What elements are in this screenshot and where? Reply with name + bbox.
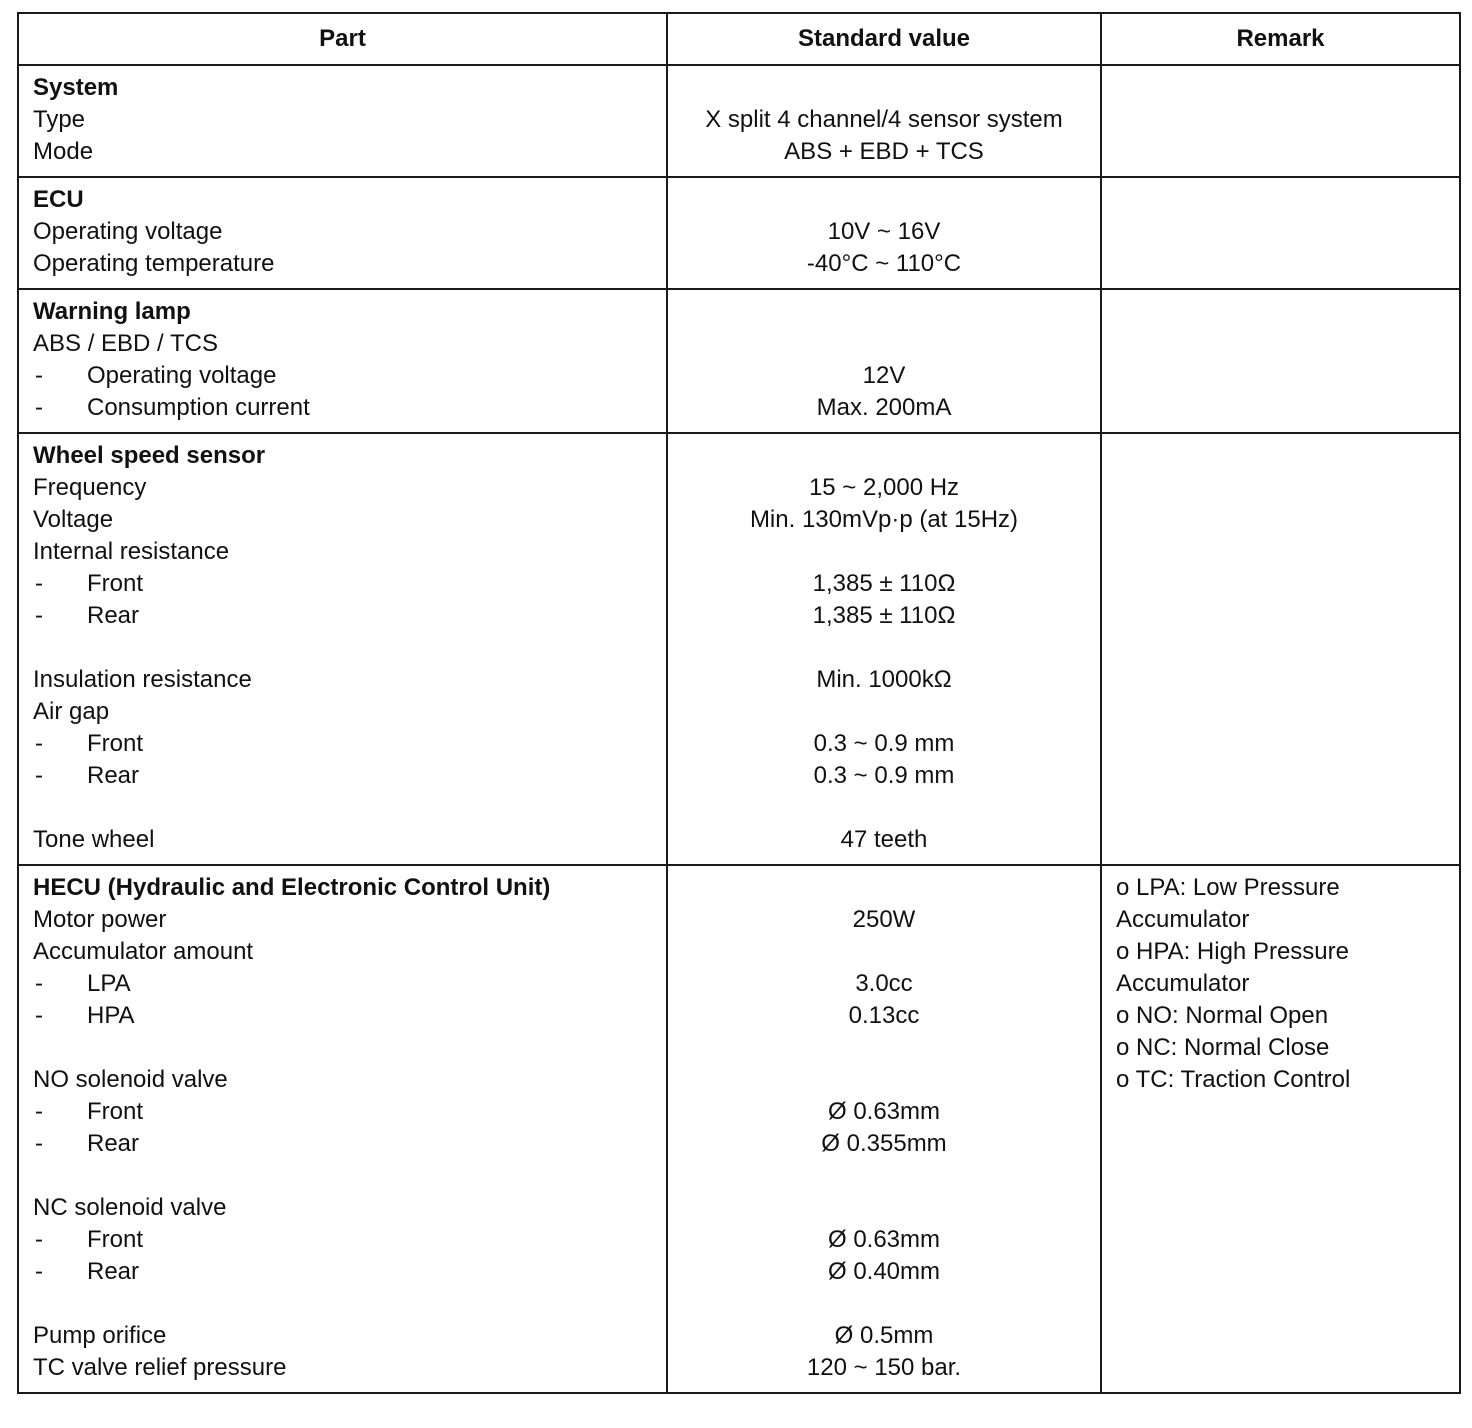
part-label-text: Front (87, 730, 144, 757)
standard-value-cell (667, 177, 1101, 289)
part-label (33, 1128, 652, 1160)
part-label: NC solenoid valve (33, 1194, 227, 1221)
standard-value: 15 ~ 2,000 Hz (808, 474, 960, 501)
part-label: Operating voltage (33, 218, 223, 245)
part-label-text: HPA (87, 1002, 135, 1029)
part-label: Insulation resistance (33, 666, 252, 693)
part-label: ABS / EBD / TCS (33, 330, 218, 357)
value-spacer (682, 440, 1086, 472)
dash-bullet: - (35, 602, 43, 629)
remark-cell (1101, 177, 1460, 289)
standard-value-cell (667, 289, 1101, 433)
standard-value: 0.3 ~ 0.9 mm (813, 730, 955, 757)
dash-bullet: - (35, 970, 43, 997)
part-cell (18, 865, 667, 1393)
standard-value: 10V ~ 16V (827, 218, 941, 245)
part-label: Motor power (33, 906, 167, 933)
spacer-line (682, 536, 1086, 568)
remark-item: o LPA: Low Pressure Accumulator (1116, 874, 1340, 933)
part-label-text: Consumption current (87, 394, 310, 421)
header-standard-value: Standard value (667, 13, 1101, 65)
part-label-text: Rear (87, 602, 140, 629)
dash-bullet: - (35, 1258, 43, 1285)
header-part: Part (18, 13, 667, 65)
part-label: Air gap (33, 698, 110, 725)
spacer-line (682, 936, 1086, 968)
spacer-line (682, 1064, 1086, 1096)
value-spacer (682, 872, 1086, 904)
section-row-warning (18, 289, 1460, 433)
spacer-line (682, 328, 1086, 360)
section-row-wheel (18, 433, 1460, 865)
part-label-text: Front (87, 1226, 144, 1253)
standard-value: 47 teeth (840, 826, 928, 853)
standard-value: 12V (862, 362, 906, 389)
part-label-text: Rear (87, 1130, 140, 1157)
header-row (18, 13, 1460, 65)
spacer-line (682, 1192, 1086, 1224)
spacer-line (682, 696, 1086, 728)
part-label: Tone wheel (33, 826, 155, 853)
standard-value-cell (667, 65, 1101, 177)
standard-value: ABS + EBD + TCS (784, 138, 984, 165)
part-label-text: Operating voltage (87, 362, 277, 389)
spacer-line (33, 1288, 652, 1320)
remark-item: o NC: Normal Close (1116, 1034, 1330, 1061)
spec-body (18, 65, 1460, 1393)
section-title: HECU (Hydraulic and Electronic Control Unit) (33, 874, 551, 901)
part-label (33, 392, 652, 424)
remark-cell (1101, 433, 1460, 865)
section-title: Warning lamp (33, 298, 191, 325)
dash-bullet: - (35, 394, 43, 421)
part-label-text: Rear (87, 1258, 140, 1285)
value-spacer (682, 296, 1086, 328)
standard-value: Max. 200mA (816, 394, 952, 421)
part-label: TC valve relief pressure (33, 1354, 287, 1381)
standard-value: -40°C ~ 110°C (806, 250, 962, 277)
part-label (33, 568, 652, 600)
standard-value: Min. 1000kΩ (816, 666, 952, 693)
spacer-line (682, 792, 1086, 824)
value-spacer (682, 184, 1086, 216)
standard-value-cell (667, 865, 1101, 1393)
part-label: Accumulator amount (33, 938, 254, 965)
dash-bullet: - (35, 762, 43, 789)
spacer-line (33, 632, 652, 664)
part-label (33, 600, 652, 632)
part-label (33, 1096, 652, 1128)
part-label-text: Rear (87, 762, 140, 789)
header-remark: Remark (1101, 13, 1460, 65)
spec-table (17, 12, 1461, 1394)
section-title: ECU (33, 186, 84, 213)
remark-cell (1101, 865, 1460, 1393)
standard-value: 0.13cc (848, 1002, 920, 1029)
standard-value: Ø 0.355mm (821, 1130, 947, 1157)
dash-bullet: - (35, 1002, 43, 1029)
standard-value: 3.0cc (855, 970, 913, 997)
value-spacer (682, 72, 1086, 104)
standard-value: 250W (852, 906, 916, 933)
spacer-line (682, 632, 1086, 664)
section-title: Wheel speed sensor (33, 442, 266, 469)
standard-value: 120 ~ 150 bar. (806, 1354, 962, 1381)
part-cell (18, 65, 667, 177)
remark-item: o HPA: High Pressure Accumulator (1116, 938, 1349, 997)
part-label-text: LPA (87, 970, 131, 997)
part-label-text: Front (87, 570, 144, 597)
part-label (33, 1256, 652, 1288)
spacer-line (682, 1160, 1086, 1192)
section-title: System (33, 74, 119, 101)
standard-value-cell (667, 433, 1101, 865)
standard-value: 1,385 ± 110Ω (812, 602, 956, 629)
part-label: Type (33, 106, 86, 133)
part-label: Pump orifice (33, 1322, 167, 1349)
remark-item: o TC: Traction Control (1116, 1066, 1351, 1093)
part-label: Operating temperature (33, 250, 275, 277)
part-label (33, 1000, 652, 1032)
section-row-ecu (18, 177, 1460, 289)
standard-value: Ø 0.40mm (827, 1258, 941, 1285)
spacer-line (33, 792, 652, 824)
part-label (33, 360, 652, 392)
standard-value: Ø 0.63mm (827, 1226, 941, 1253)
part-label (33, 760, 652, 792)
part-cell (18, 177, 667, 289)
part-label: NO solenoid valve (33, 1066, 228, 1093)
part-label: Frequency (33, 474, 147, 501)
part-label-text: Front (87, 1098, 144, 1125)
spacer-line (33, 1160, 652, 1192)
spacer-line (33, 1032, 652, 1064)
part-cell (18, 289, 667, 433)
dash-bullet: - (35, 1130, 43, 1157)
part-label: Mode (33, 138, 94, 165)
section-row-system (18, 65, 1460, 177)
standard-value: 0.3 ~ 0.9 mm (813, 762, 955, 789)
dash-bullet: - (35, 730, 43, 757)
remark-cell (1101, 65, 1460, 177)
dash-bullet: - (35, 1226, 43, 1253)
standard-value: 1,385 ± 110Ω (812, 570, 956, 597)
section-row-hecu (18, 865, 1460, 1393)
spacer-line (682, 1032, 1086, 1064)
part-label (33, 728, 652, 760)
remark-item: o NO: Normal Open (1116, 1002, 1329, 1029)
part-label: Voltage (33, 506, 114, 533)
standard-value: Ø 0.63mm (827, 1098, 941, 1125)
dash-bullet: - (35, 570, 43, 597)
part-label (33, 1224, 652, 1256)
part-label (33, 968, 652, 1000)
spacer-line (682, 1288, 1086, 1320)
part-cell (18, 433, 667, 865)
part-label: Internal resistance (33, 538, 230, 565)
dash-bullet: - (35, 1098, 43, 1125)
standard-value: Min. 130mVp·p (at 15Hz) (749, 506, 1019, 533)
remark-cell (1101, 289, 1460, 433)
standard-value: Ø 0.5mm (834, 1322, 934, 1349)
dash-bullet: - (35, 362, 43, 389)
standard-value: X split 4 channel/4 sensor system (705, 106, 1063, 133)
